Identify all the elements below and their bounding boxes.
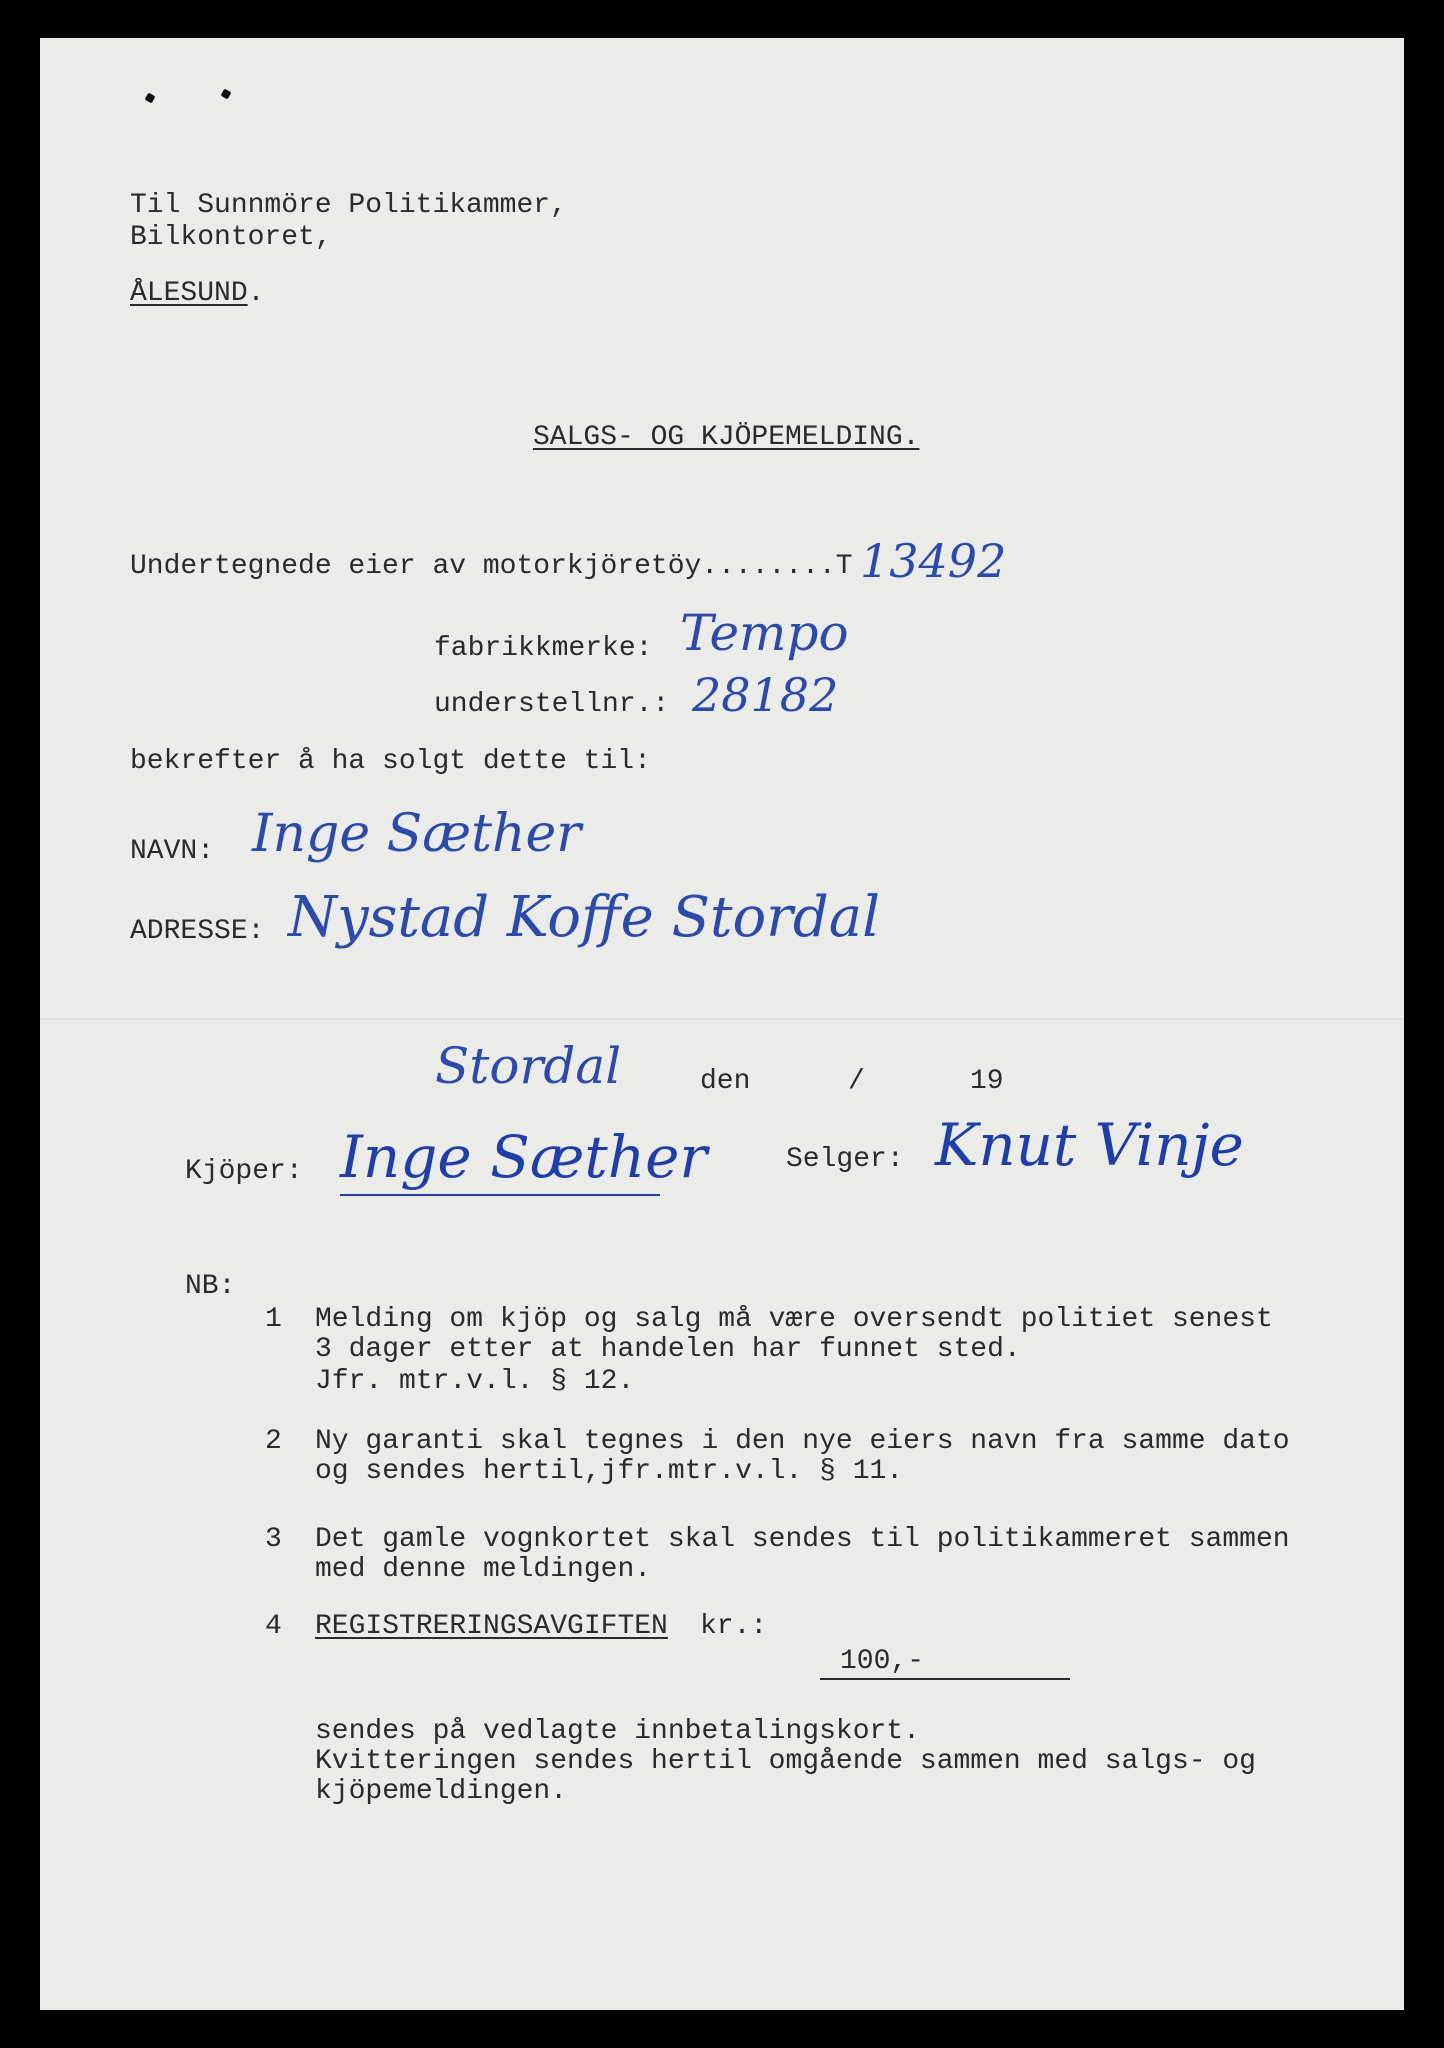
seller-signature: Knut Vinje [935,1111,1244,1179]
city-period: . [247,278,265,309]
fee-label: REGISTRERINGSAVGIFTEN [315,1611,668,1642]
note-4-line-3: kjöpemeldingen. [315,1776,568,1807]
recipient-city [130,280,264,308]
date-year-prefix: 19 [970,1066,1004,1097]
note-1-line-1: Melding om kjöp og salg må være oversendt politiet senest [315,1304,1273,1335]
note-4-line-1: sendes på vedlagte innbetalingskort. [315,1716,920,1747]
note-3-line-2: med denne meldingen. [315,1554,652,1585]
note-1-number: 1 [265,1304,282,1335]
note-1-line-3: Jfr. mtr.v.l. § 12. [315,1366,635,1397]
fold-line [40,1018,1404,1020]
date-slash: / [848,1066,865,1097]
note-3-number: 3 [265,1524,282,1555]
fee-amount-underline [820,1678,1070,1680]
seller-label: Selger: [786,1144,904,1175]
recipient-line-1: Til Sunnmöre Politikammer, [130,190,567,221]
punch-mark [221,89,232,100]
buyer-signature: Inge Sæther [340,1123,708,1191]
address-label: ADRESSE: [130,916,265,947]
punch-mark [145,93,156,104]
name-value: Inge Sæther [252,804,582,864]
document-page [40,38,1404,2010]
chassis-label: understellnr.: [434,689,670,720]
fee-amount: 100,- [840,1646,925,1677]
address-value: Nystad Koffe Stordal [288,885,881,950]
note-2-line-2: og sendes hertil,jfr.mtr.v.l. § 11. [315,1456,904,1487]
make-value: Tempo [680,604,849,662]
date-place: Stordal [435,1037,622,1095]
make-label: fabrikkmerke: [434,633,653,664]
owner-line: Undertegnede eier av motorkjöretöy........T [130,551,853,582]
document-title: SALGS- OG KJÖPEMELDING. [533,422,920,453]
date-den: den [700,1066,751,1097]
note-2-number: 2 [265,1426,282,1457]
note-2-line-1: Ny garanti skal tegnes i den nye eiers navn fra samme dato [315,1426,1290,1457]
registration-number: 13492 [860,534,1007,588]
notes-label: NB: [185,1271,236,1302]
recipient-line-2: Bilkontoret, [130,222,332,253]
buyer-label: Kjöper: [185,1156,303,1187]
confirm-line: bekrefter å ha solgt dette til: [130,746,651,777]
name-label: NAVN: [130,836,215,867]
chassis-value: 28182 [692,668,839,722]
note-3-line-1: Det gamle vognkortet skal sendes til politikammeret sammen [315,1524,1290,1555]
note-4-number: 4 [265,1611,282,1642]
fee-currency: kr.: [700,1611,768,1642]
city-name: ÅLESUND [130,278,248,309]
buyer-signature-underline [340,1194,660,1196]
note-1-line-2: 3 dager etter at handelen har funnet sted. [315,1334,1021,1365]
note-4-line-2: Kvitteringen sendes hertil omgående sammen med salgs- og [315,1746,1256,1777]
